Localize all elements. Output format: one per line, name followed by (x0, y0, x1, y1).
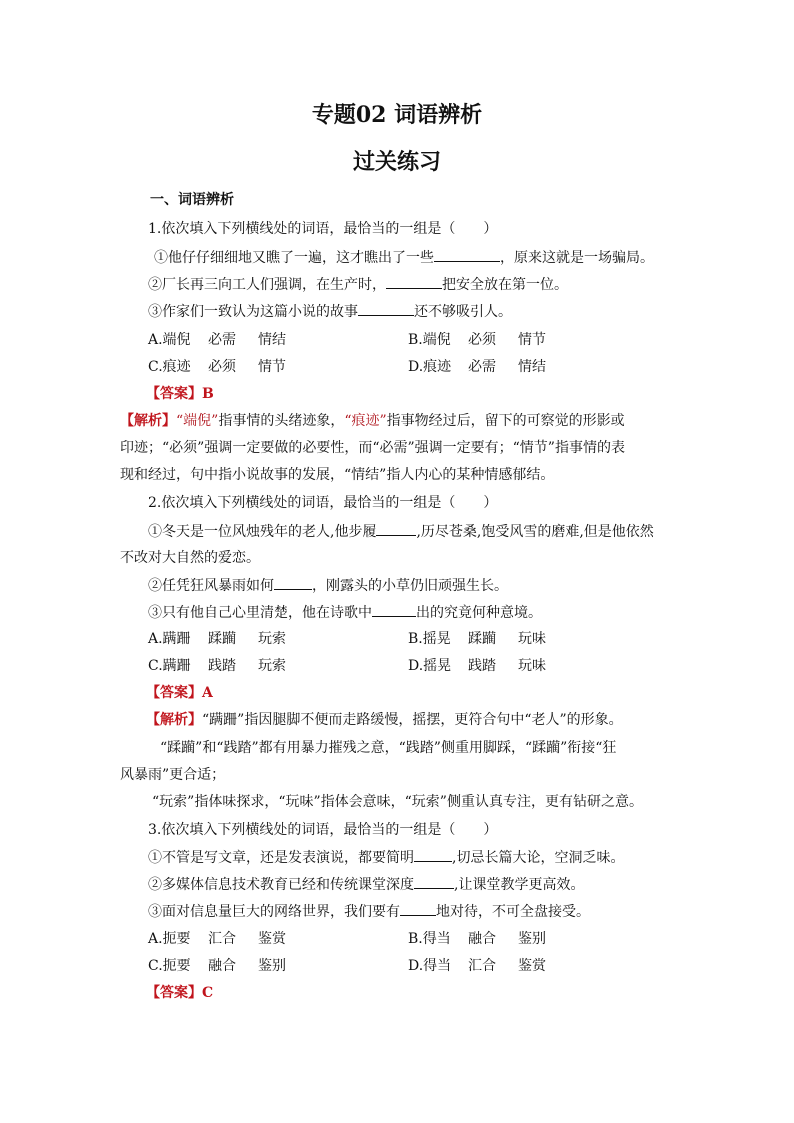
option-word: 情节 (518, 332, 546, 348)
option-word: 蹂躏 (208, 631, 236, 647)
text: ①他仔仔细细地又瞧了一遍，这才瞧出了一些 (154, 250, 434, 266)
option-word: 必需 (208, 332, 236, 348)
option-word: 玩味 (518, 658, 546, 674)
q3-stem: 3.依次填入下列横线处的词语，最恰当的一组是（ ） (148, 822, 498, 838)
option-letter: B.端倪 (408, 332, 451, 348)
option-word: 汇合 (468, 958, 496, 974)
option-word: 融合 (468, 931, 496, 947)
explanation-label: 【解析】 (120, 413, 176, 429)
q3-sentence-1 (148, 847, 624, 868)
text: 印迹；“必须”强调一定要做的必要性，而“必需”强调一定要有； (120, 440, 513, 456)
text: 指事物经过后，留下的可察觉的形影或 (386, 413, 625, 429)
answer-label: 【答案】 (146, 386, 202, 402)
text: ②厂长再三向工人们强调，在生产时， (148, 277, 386, 293)
option-word: 蹂躏 (468, 631, 496, 647)
q2-stem: 2.依次填入下列横线处的词语，最恰当的一组是（ ） (148, 495, 498, 511)
option-word: 玩索 (258, 658, 286, 674)
text: ②任凭狂风暴雨如何 (148, 578, 274, 594)
q2-sentence-1-cont: 不改对大自然的爱恋。 (120, 550, 260, 566)
option-word: 玩味 (518, 631, 546, 647)
q2-sentence-1 (148, 521, 654, 542)
option-word: 情结 (258, 332, 286, 348)
q2-answer (146, 683, 213, 703)
q1-option-a (148, 330, 286, 350)
q3-sentence-2 (148, 874, 584, 895)
text: 地对待，不可全盘接受。 (436, 904, 590, 920)
q2-option-b (408, 629, 546, 649)
option-word: 鉴别 (258, 958, 286, 974)
q1-answer (146, 384, 214, 404)
option-word: 玩索 (258, 631, 286, 647)
answer-label: 【答案】 (146, 985, 202, 1001)
q2-explanation-line-4: “玩索”指体味探求，“玩味”指体会意味，“玩索”侧重认真专注，更有钻研之意。 (152, 794, 643, 810)
section-heading: 一、词语辨析 (150, 192, 234, 208)
option-letter: B.得当 (408, 931, 451, 947)
q3-option-c (148, 956, 286, 976)
text: “蹒跚”指因腿脚不便而走路缓慢，摇摆，更符合句中“老人”的形象。 (202, 712, 623, 728)
option-word: 践踏 (468, 658, 496, 674)
option-letter: B.摇晃 (408, 631, 451, 647)
fill-blank (376, 521, 416, 536)
text: ①不管是写文章，还是发表演说，都要简明 (148, 850, 414, 866)
option-word: 必需 (468, 359, 496, 375)
text: “痕迹” (344, 413, 387, 429)
text: 还不够吸引人。 (414, 304, 512, 320)
text: ③只有他自己心里清楚，他在诗歌中 (148, 605, 372, 621)
q2-option-a (148, 629, 286, 649)
answer-value: C (202, 985, 214, 1001)
option-word: 鉴别 (518, 931, 546, 947)
q1-explanation-line-3: 现和经过，句中指小说故事的发展，“情结”指人内心的某种情感郁结。 (120, 467, 555, 483)
q3-option-a (148, 929, 286, 949)
option-word: 情结 (518, 359, 546, 375)
q2-option-d (408, 656, 546, 676)
q1-sentence-3 (148, 301, 512, 322)
text: 把安全放在第一位。 (442, 277, 568, 293)
text: ③作家们一致认为这篇小说的故事 (148, 304, 358, 320)
answer-value: A (202, 685, 213, 701)
q1-option-c (148, 357, 286, 377)
option-letter: A.端倪 (148, 332, 191, 348)
option-letter: C.扼要 (148, 958, 191, 974)
text: ，刚露头的小草仍旧顽强生长。 (312, 578, 508, 594)
option-word: 必须 (468, 332, 496, 348)
text: ③面对信息量巨大的网络世界，我们要有 (148, 904, 400, 920)
q1-sentence-2 (148, 274, 568, 295)
text: ,历尽苍桑,饱受风雪的磨难,但是他依然 (416, 524, 654, 540)
q1-sentence-1 (154, 247, 654, 268)
q1-option-b (408, 330, 546, 350)
q3-answer (146, 983, 213, 1003)
option-word: 融合 (208, 958, 236, 974)
q1-explanation-line-2 (120, 438, 625, 458)
q3-option-d (408, 956, 546, 976)
fill-blank (358, 301, 414, 316)
q1-option-d (408, 357, 546, 377)
page-subtitle: 过关练习 (352, 149, 441, 175)
fill-blank (386, 274, 442, 289)
text: 指事情的头绪迹象， (218, 413, 345, 429)
explanation-label: 【解析】 (146, 712, 202, 728)
fill-blank (414, 847, 452, 862)
q2-explanation-line-2: “蹂躏”和“践踏”都有用暴力摧残之意，“践踏”侧重用脚踩，“蹂躏”衔接“狂 (160, 740, 617, 756)
option-letter: D.痕迹 (408, 359, 452, 375)
fill-blank (400, 901, 436, 916)
fill-blank (434, 247, 500, 262)
q1-explanation-line-1 (120, 411, 625, 431)
text: ②多媒体信息技术教育已经和传统课堂深度 (148, 877, 414, 893)
option-word: 鉴赏 (518, 958, 546, 974)
q3-option-b (408, 929, 546, 949)
q2-explanation-line-3: 风暴雨”更合适； (120, 767, 226, 783)
option-word: 必须 (208, 359, 236, 375)
option-word: 情节 (258, 359, 286, 375)
option-letter: D.摇晃 (408, 658, 452, 674)
option-word: 鉴赏 (258, 931, 286, 947)
text: 出的究竟何种意境。 (416, 605, 542, 621)
option-letter: C.蹒跚 (148, 658, 191, 674)
option-word: 践踏 (208, 658, 236, 674)
q1-stem: 1.依次填入下列横线处的词语，最恰当的一组是（ ） (148, 221, 498, 237)
option-letter: A.蹒跚 (148, 631, 191, 647)
q2-option-c (148, 656, 286, 676)
option-letter: C.痕迹 (148, 359, 191, 375)
answer-label: 【答案】 (146, 685, 202, 701)
text: “情节”指事情的表 (512, 440, 625, 456)
q2-sentence-2 (148, 575, 508, 596)
text: ,让课堂教学更高效。 (454, 877, 585, 893)
q2-explanation-line-1 (146, 710, 623, 730)
option-letter: A.扼要 (148, 931, 191, 947)
q3-sentence-3 (148, 901, 590, 922)
text: ，原来这就是一场骗局。 (500, 250, 654, 266)
answer-value: B (202, 386, 214, 402)
option-letter: D.得当 (408, 958, 452, 974)
fill-blank (414, 874, 454, 889)
text: ①冬天是一位风烛残年的老人,他步履 (148, 524, 377, 540)
text: “端倪” (176, 413, 219, 429)
q2-sentence-3 (148, 602, 542, 623)
fill-blank (274, 575, 312, 590)
text: ,切忌长篇大论，空洞乏味。 (452, 850, 625, 866)
option-word: 汇合 (208, 931, 236, 947)
fill-blank (372, 602, 416, 617)
page-title: 专题02 词语辨析 (311, 102, 483, 128)
